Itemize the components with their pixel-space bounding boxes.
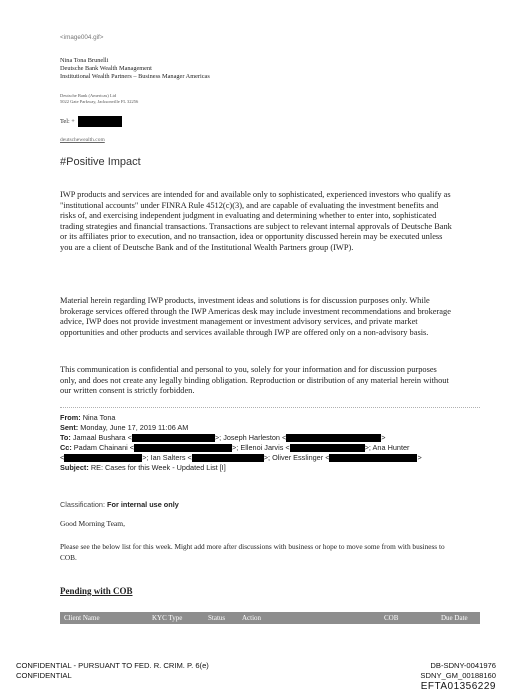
footer-confidential: CONFIDENTIAL	[16, 671, 72, 680]
col-cob: COB	[384, 614, 399, 622]
to-recipient-2: >; Joseph Harleston <	[214, 433, 287, 442]
cc-recipient-2: >; Ellenoi Jarvis <	[232, 443, 290, 452]
disclaimer-paragraph-2: Material herein regarding IWP products, investment ideas and solutions is for discussion purposes only. While brokerage services offered through the IWP Americas desk may include investment recommendations and brokerage advice, IWP does not provide investment management or investment advisory services, and private market opportunities and other products and services available through IWP are offered only on a non-advisory basis.	[60, 296, 451, 337]
subject-label: Subject:	[60, 463, 89, 472]
classification-label: Classification:	[60, 500, 106, 509]
redaction-box	[290, 444, 365, 452]
redaction-box	[64, 454, 142, 462]
col-status: Status	[208, 614, 226, 622]
cc-recipient-5: >; Oliver Esslinger <	[263, 453, 330, 462]
redaction-box	[134, 444, 232, 452]
image-placeholder: <image004.gif>	[60, 34, 104, 41]
disclaimer-paragraph-3: This communication is confidential and personal to you, solely for your information and for discussion purposes only, and does not create any legally binding obligation. Reproduction or distribution of any material herein without our written consent is strictly forbidden.	[60, 365, 449, 396]
subject-value: RE: Cases for this Week - Updated List [I]	[90, 463, 226, 472]
section-title: Pending with COB	[60, 586, 133, 596]
col-action: Action	[242, 614, 262, 622]
cc-row-2	[60, 453, 480, 463]
footer-bates-sdny: SDNY_GM_00188160	[420, 671, 496, 680]
signature-block	[60, 57, 210, 81]
cc-recipient-1: Padam Chainani <	[73, 443, 135, 452]
sender-name: Nina Tona Brunelli	[60, 57, 109, 64]
cc-label: Cc:	[60, 443, 72, 452]
email-header	[60, 413, 480, 473]
redaction-box	[286, 434, 381, 442]
signature-line-2: Institutional Wealth Partners – Business Manager Americas	[60, 73, 210, 80]
cc-row	[60, 443, 480, 453]
sent-label: Sent:	[60, 423, 79, 432]
tel-label: Tel: +	[60, 117, 75, 125]
telephone-line	[60, 116, 122, 127]
col-client-name: Client Name	[64, 614, 100, 622]
address-line-2: 5022 Gate Parkway, Jacksonville FL 32256	[60, 98, 139, 104]
greeting: Good Morning Team,	[60, 519, 125, 528]
from-row	[60, 413, 480, 423]
cc-open-bracket: <	[60, 453, 65, 462]
from-label: From:	[60, 413, 81, 422]
footer-right	[420, 661, 496, 692]
to-recipient-end: >	[381, 433, 386, 442]
message-body: Please see the below list for this week. Might add more after discussions with business or hope to move some from with business to COB.	[60, 542, 445, 562]
divider	[60, 407, 480, 408]
classification-value: For internal use only	[107, 500, 179, 509]
sent-row	[60, 423, 480, 433]
signature-line-1: Deutsche Bank Wealth Management	[60, 65, 152, 72]
redaction-box	[78, 116, 122, 127]
website-link[interactable]: deutschewealth.com	[60, 137, 105, 143]
to-row	[60, 433, 480, 443]
hashtag-title: #Positive Impact	[60, 156, 141, 168]
sent-value: Monday, June 17, 2019 11:06 AM	[80, 423, 189, 432]
cc-recipient-4: >; Ian Salters <	[142, 453, 192, 462]
footer-left	[16, 661, 209, 681]
from-value: Nina Tona	[82, 413, 116, 422]
disclaimer-paragraph-1: IWP products and services are intended for and available only to sophisticated, experienced investors who qualify as "institutional accounts" under FINRA Rule 4512(c)(3), and are capable of evaluating the investment benefits and risks of, and exercising independent judgment in evaluating and determining whether to enter into, sophisticated trading strategies and financial transactions. Transactions are subject to relevant internal approvals of Deutsche Bank or its affiliates prior to execution, and no transaction, idea or opportunity discussed herein may be executed unless you are a client of Deutsche Bank and of the Institutional Wealth Partners group (IWP).	[60, 190, 452, 252]
col-due-date: Due Date	[441, 614, 468, 622]
col-kyc-type: KYC Type	[152, 614, 183, 622]
address-line-1: Deutsche Bank (Americas) Ltd	[60, 93, 117, 98]
classification	[60, 500, 179, 509]
table-header-row	[60, 612, 480, 624]
cc-recipient-3: >; Ana Hunter	[364, 443, 410, 452]
redaction-box	[132, 434, 215, 442]
footer-bates-efta: EFTA01356229	[420, 681, 496, 692]
cc-close-bracket: >	[417, 453, 422, 462]
redaction-box	[329, 454, 417, 462]
footer-bates-db: DB-SDNY-0041976	[430, 661, 496, 670]
address-block	[60, 93, 138, 104]
to-recipient-1: Jamaal Bushara <	[72, 433, 132, 442]
footer-confidential-rule: CONFIDENTIAL - PURSUANT TO FED. R. CRIM. P. 6(e)	[16, 661, 209, 670]
redaction-box	[192, 454, 264, 462]
subject-row	[60, 463, 480, 473]
to-label: To:	[60, 433, 71, 442]
